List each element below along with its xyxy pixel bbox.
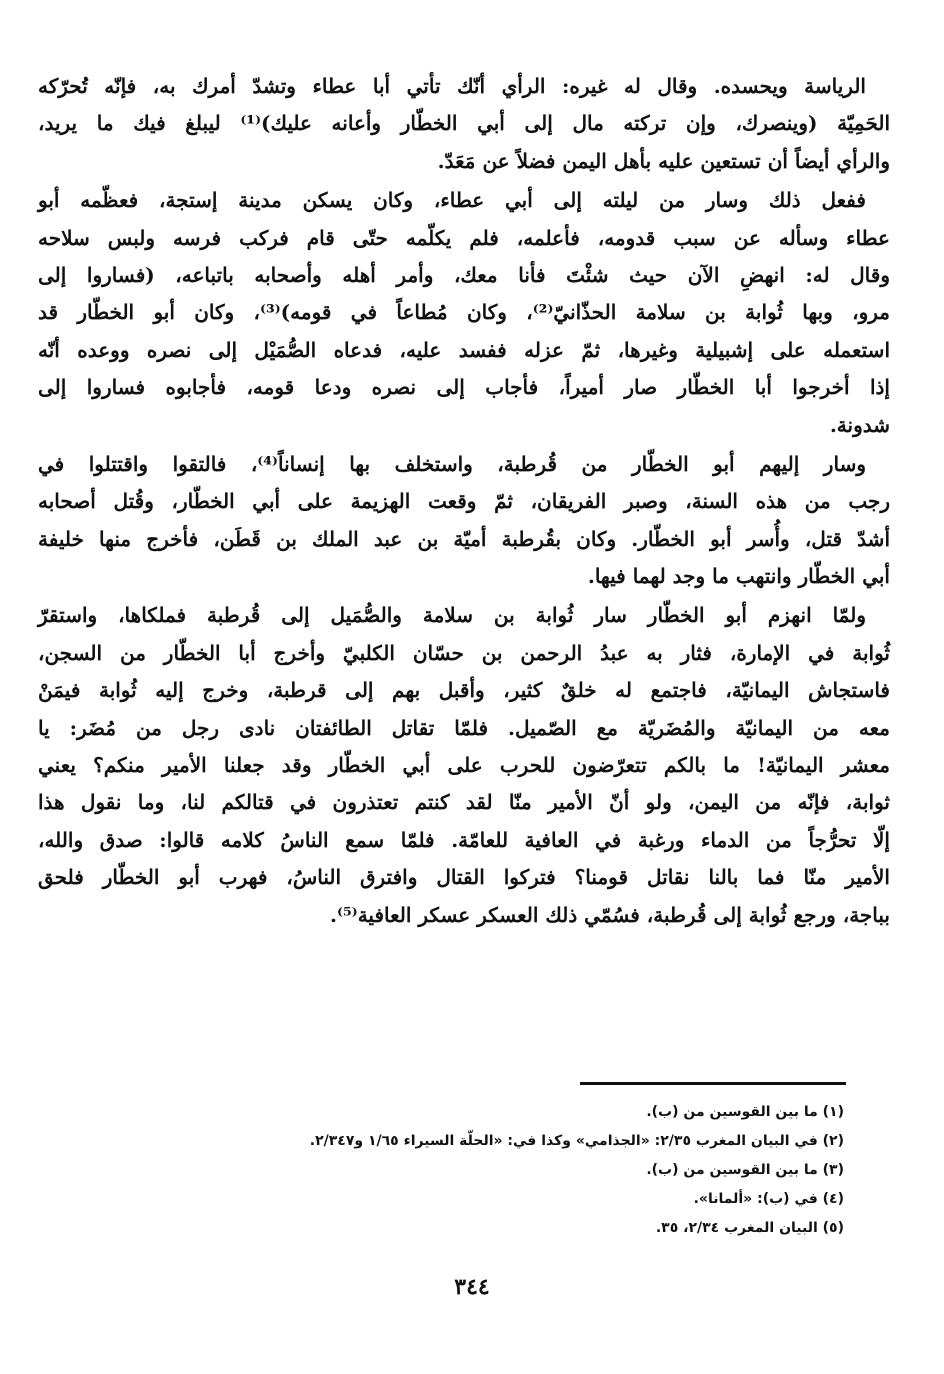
text-line: استعمله على إشبيلية وغيرها، ثمّ عزله ففسد عليه، فدعاه الصُّمَيْل إلى نصره ووعده أنّه (38, 337, 890, 362)
text-line: والرأي أيضاً أن تستعين عليه بأهل اليمن فضلاً عن مَعَدّ. (437, 148, 890, 173)
text-line: بباجة، ورجع ثُوابة إلى قُرطبة، فسُمّي ذلك العسكر عسكر العافية⁽⁵⁾. (330, 902, 890, 927)
paragraph (38, 446, 890, 596)
paragraph (38, 68, 890, 180)
text-line: إلّا تحرُّجاً من الدماء ورغبة في العافية للعامّة. فلمّا سمع الناسُ كلامه قالوا: صدق والله، (38, 827, 890, 852)
text-line: الحَمِيّة (وينصرك، وإن تركته مال إلى أبي الخطّار وأعانه عليك)⁽¹⁾ ليبلغ فيك ما يريد، (38, 111, 891, 136)
text-line: عطاء وسأله عن سبب قدومه، فأعلمه، فلم يكلّمه حتّى قام فركب فرسه ولبس سلاحه (38, 225, 890, 250)
footnote: (٤) في (ب): «ألمانا». (693, 1191, 844, 1207)
text-line: معه من اليمانيّة والمُضَريّة مع الصّميل. فلمّا تقاتل الطائفتان نادى رجل من مُضَر: يا (38, 715, 890, 740)
main-text (38, 68, 890, 936)
text-line: أشدّ قتل، وأُسر أبو الخطّار. وكان بقُرطبة أميّة بن عبد الملك بن قَطَن، فأخرج منها خليفة (38, 526, 890, 551)
text-line: مرو، وبها ثُوابة بن سلامة الحذّانيّ⁽²⁾، وكان مُطاعاً في قومه)⁽³⁾، وكان أبو الخطّار قد (38, 300, 890, 325)
footnote: (١) ما بين القوسين من (ب). (646, 1104, 844, 1120)
text-line: إذا أخرجوا أبا الخطّار صار أميراً، فأجاب إلى نصره ودعا قومه، فأجابوه فساروا إلى (38, 375, 890, 400)
paragraph (38, 597, 890, 934)
footnote: (٣) ما بين القوسين من (ب). (646, 1162, 844, 1178)
paragraph (38, 182, 890, 444)
text-line: ثُوابة في الإمارة، فثار به عبدُ الرحمن بن حسّان الكلبيّ وأخرج أبا الخطّار من السجن، (38, 640, 890, 665)
page-number: ٣٤٤ (454, 1274, 490, 1300)
text-line: معشر اليمانيّة! ما بالكم تتعرّضون للحرب على أبي الخطّار وقد جعلنا الأمير منكم؟ يعني (38, 753, 890, 778)
text-line: ولمّا انهزم أبو الخطّار سار ثُوابة بن سلامة والصُّمَيل إلى قُرطبة فملكاها، واستقرّ (38, 603, 866, 628)
text-line: أبي الخطّار وانتهب ما وجد لهما فيها. (587, 564, 890, 589)
footnote: (٢) في البيان المغرب ٢/٣٥: «الجذامي» وكذا في: «الحلّة السيراء ١/٦٥ و٢/٣٤٧. (309, 1133, 844, 1149)
footnote: (٥) البيان المغرب ٢/٣٤، ٣٥. (655, 1220, 844, 1236)
text-line: وسار إليهم أبو الخطّار من قُرطبة، واستخلف بها إنساناً⁽⁴⁾، فالتقوا واقتتلوا في (38, 451, 866, 476)
text-line: رجب من هذه السنة، وصبر الفريقان، ثمّ وقعت الهزيمة على أبي الخطّار، وقُتل أصحابه (38, 489, 890, 514)
footnotes (310, 1098, 844, 1243)
text-line: وقال له: انهضِ الآن حيث شئْتَ فأنا معك، وأمر أهله وأصحابه باتباعه، (فساروا إلى (38, 262, 890, 287)
text-line: ثوابة، فإنّه من اليمن، ولو أنّ الأمير منّا لقد كنتم تعتذرون في قتالكم لنا، وما نقول هذا (38, 790, 890, 815)
text-line: شدونة. (829, 412, 890, 437)
footnote-divider (580, 1082, 846, 1085)
text-line: ففعل ذلك وسار من ليلته إلى أبي عطاء، وكان يسكن مدينة إستجة، فعظّمه أبو (38, 188, 866, 213)
text-line: فاستجاش اليمانيّة، فاجتمع له خلقٌ كثير، وأقبل بهم إلى قرطبة، وخرج إليه ثُوابة فيمَنْ (38, 678, 890, 703)
text-line: الرياسة ويحسده. وقال له غيره: الرأي أنّك تأتي أبا عطاء وتشدّ أمرك به، فإنّه تُحرّكه (38, 74, 866, 98)
text-line: الأمير منّا فما بالنا نقاتل قومنا؟ فتركوا القتال وافترق الناسُ، فهرب أبو الخطّار فلحق (38, 865, 890, 890)
